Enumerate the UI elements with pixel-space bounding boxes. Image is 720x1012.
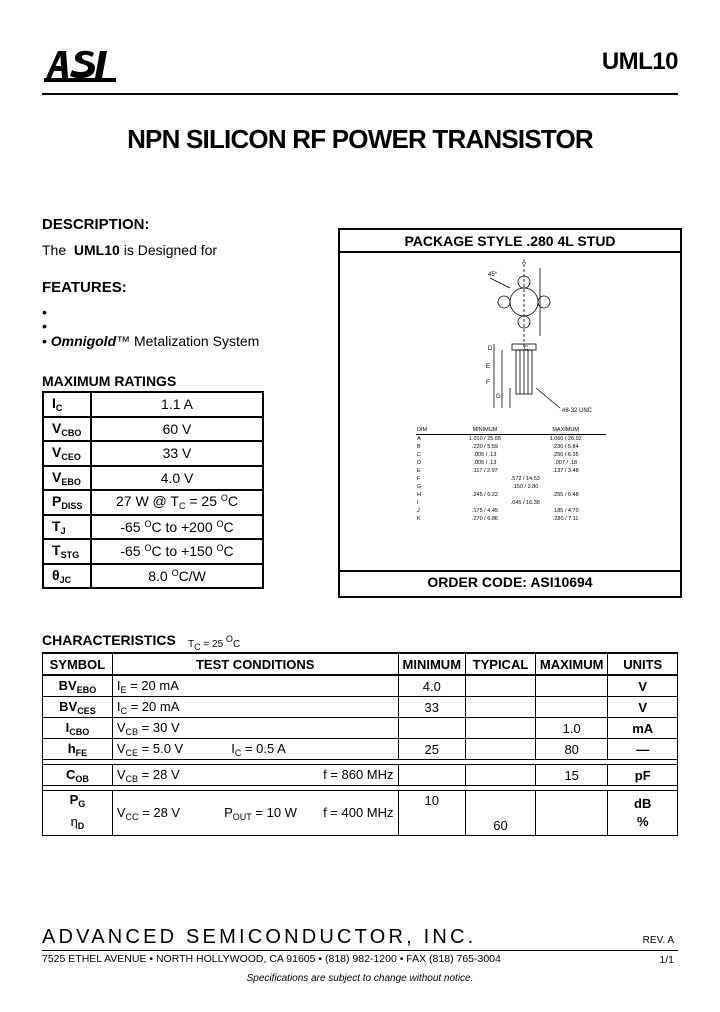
rating-row: $V_{CEO}$ 33 V [43,441,263,466]
svg-text:#8-32 UNC: #8-32 UNC [562,408,593,414]
dim-row: K .270 / 6.86 .280 / 7.11 [417,516,579,522]
part-number: UML10 [601,48,678,75]
footer-rule [42,950,678,951]
package-box [338,228,682,598]
svg-text:D: D [488,346,493,352]
page-number: 1/1 [659,954,674,966]
dim-row: B .220 / 5.59 .230 / 5.84 [417,444,579,450]
rating-row: $T_{STG}$ -65 $^O$C to +150 $^O$C [43,539,263,564]
table-row: $P_G$ $\eta_D$ $V_{CC} = 28$ V $P_{OUT} = 10$ W f = 400 MHz 10 60 dB % [43,791,678,836]
order-code-rule [340,570,680,572]
feature-text-3: Metalization System [130,333,260,349]
package-drawing [450,258,650,428]
feature-item-3 [42,333,259,349]
description-text [42,242,217,258]
table-row: $BV_{CES}$ $I_C = 20$ mA 33 V [43,697,678,718]
order-code: ORDER CODE: ASI10694 [427,574,593,590]
rating-row: $V_{EBO}$ 4.0 V [43,466,263,491]
dim-row: D .005 / .13 .007 / .18 [417,460,578,466]
dim-row: J .175 / 4.45 .185 / 4.70 [417,508,579,514]
feature-brand: Omnigold [50,333,117,349]
characteristics-heading: CHARACTERISTICS [42,632,176,648]
table-row: $BV_{EBO}$ $I_E = 20$ mA 4.0 V [43,675,678,697]
disclaimer: Specifications are subject to change without notice. [246,973,474,984]
feature-item-1: • [42,304,47,320]
description-post: is Designed for [123,242,218,258]
description-pre: The [42,242,67,258]
package-title: PACKAGE STYLE .280 4L STUD [404,233,616,249]
package-title-rule [340,251,680,253]
table-row: $h_{FE}$ $V_{CE} = 5.0$ V $I_C = 0.5$ A 25 80 — [43,739,678,760]
feature-item-2: • [42,318,47,334]
characteristics-condition: $T_C = 25$ $^O$C [188,634,241,652]
feature-tm: ™ [116,333,131,349]
asi-logo [42,45,118,85]
company-address: 7525 ETHEL AVENUE • NORTH HOLLYWOOD, CA 91605 • (818) 982-1200 • FAX (818) 765-3004 [42,953,501,965]
table-row: $C_{OB}$ $V_{CB} = 28$ V f = 860 MHz 15 pF [43,765,678,786]
svg-text:A: A [522,260,527,266]
table-header-row: SYMBOL TEST CONDITIONS MINIMUM TYPICAL MAXIMUM UNITS [43,653,678,675]
dim-row: G .150 / 3.80 [417,484,539,490]
rating-row: $V_{CBO}$ 60 V [43,417,263,442]
characteristics-table [42,652,678,836]
dim-row: C .005 / .13 .250 / 6.35 [417,452,579,458]
dim-row: F .572 / 14.53 [417,476,540,482]
dim-row: H .245 / 6.22 .255 / 6.48 [417,492,579,498]
company-name: ADVANCED SEMICONDUCTOR, INC. [42,926,477,948]
rating-row: $I_C$ 1.1 A [43,392,263,417]
document-title: NPN SILICON RF POWER TRANSISTOR [127,124,593,154]
features-heading: FEATURES: [42,279,127,296]
svg-text:45°: 45° [488,272,498,278]
table-row: $I_{CBO}$ $V_{CB} = 30$ V 1.0 mA [43,718,678,739]
dim-row: I .045 / 16.38 [417,500,540,506]
svg-text:F: F [486,380,490,386]
dimension-table: DIM MINIMUM MAXIMUM A 1.010 / 25.65 1.060 / 26.92 B .220 / 5.59 .230 / 5.84 C .005 / .13 .250 / 6.35 D .005 / .13 .007 / .18 E .117 / 2.97 .137 / 3.48 F .572 / 14.53 G .150 / 3.80 H .245 / 6.22 .255 / 6.48 I .045 / 16.38 J .175 / 4.45 .185 / 4.70 K .270 / 6.86 .280 / 7.11 [416,426,606,523]
svg-text:E: E [486,364,491,370]
rating-row: $P_{DISS}$ 27 W @ $T_C = 25$ $^O$C [43,490,263,515]
description-heading: DESCRIPTION: [42,216,150,233]
feature-bullet: • [42,333,47,349]
rating-row: $T_J$ -65 $^O$C to +200 $^O$C [43,515,263,540]
dim-row: E .117 / 2.97 .137 / 3.48 [417,468,579,474]
header-rule [42,93,678,95]
max-ratings-table [42,391,264,589]
svg-text:C: C [524,346,529,352]
svg-text:G: G [496,394,501,400]
rating-row: $\theta_{JC}$ 8.0 $^O$C/W [43,564,263,589]
revision: REV. A [642,935,674,946]
dim-row: A 1.010 / 25.65 1.060 / 26.92 [417,436,582,442]
max-ratings-heading: MAXIMUM RATINGS [42,373,177,389]
description-part: UML10 [73,242,120,258]
